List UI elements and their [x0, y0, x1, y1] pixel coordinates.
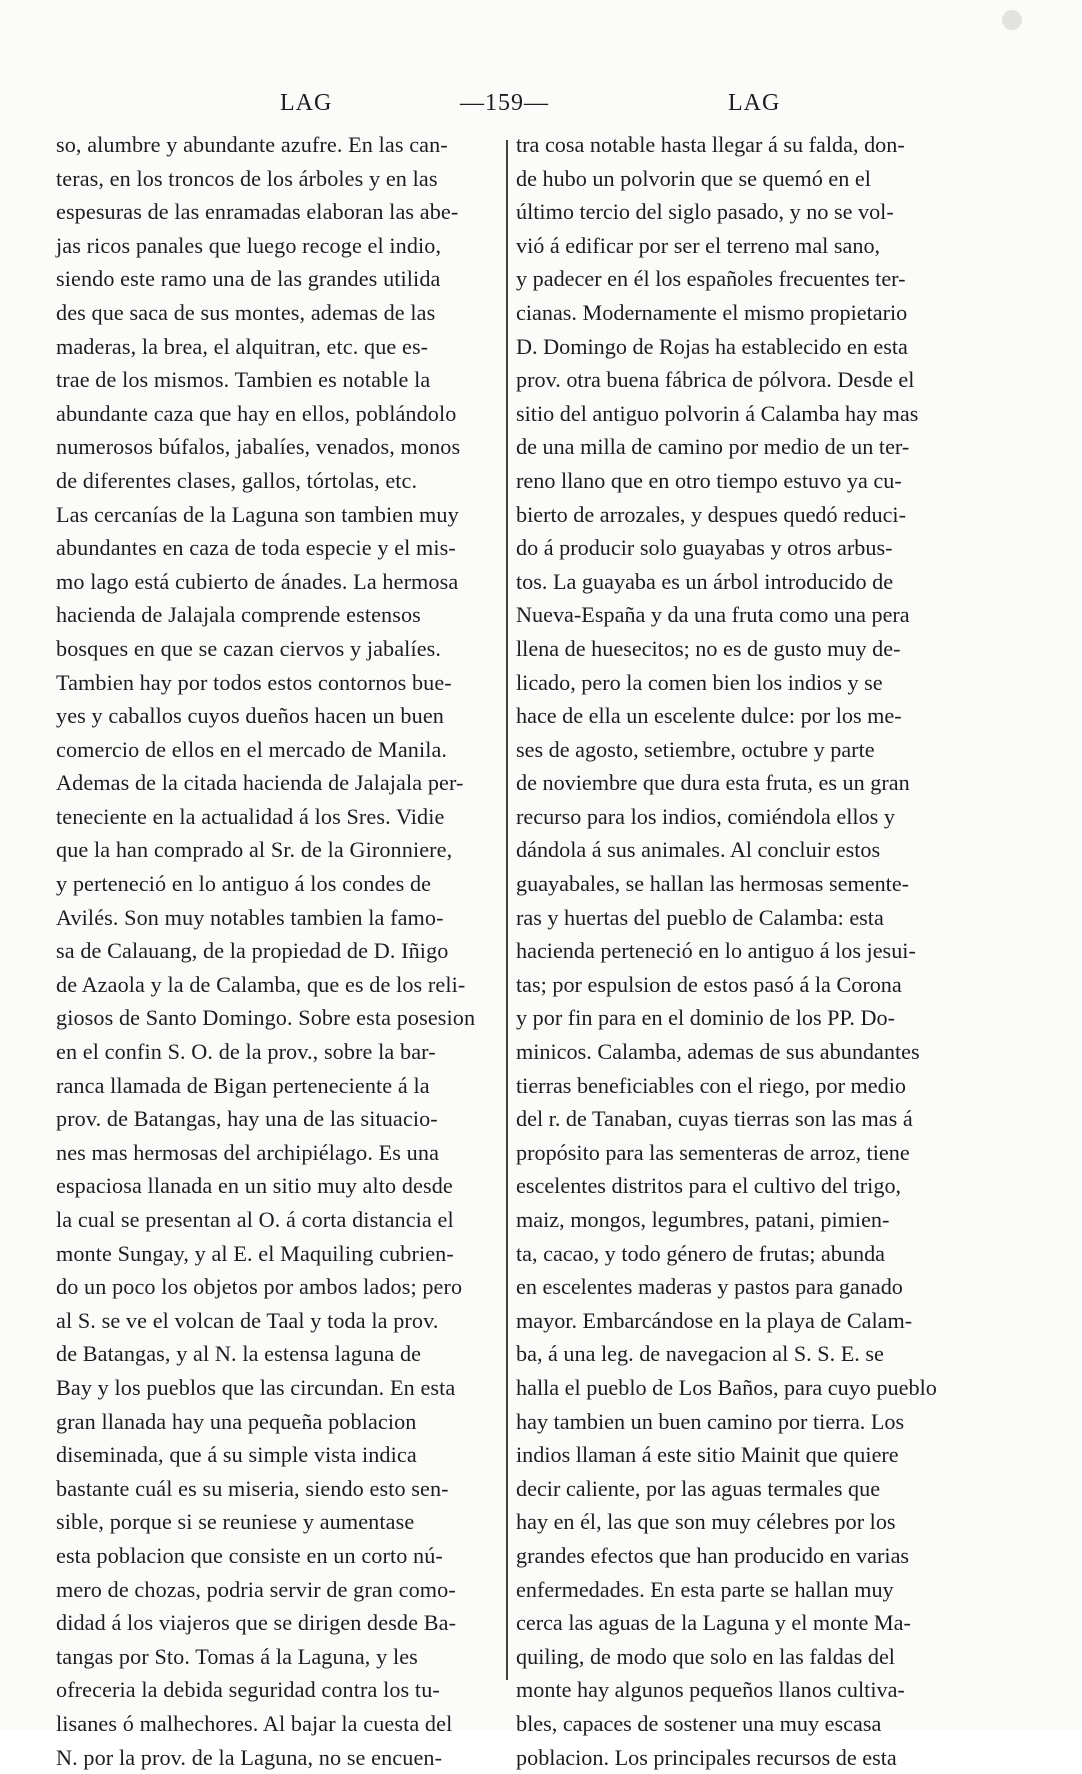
text-line: numerosos búfalos, jabalíes, venados, monos — [56, 430, 501, 464]
text-line: la cual se presentan al O. á corta distancia el — [56, 1203, 501, 1237]
text-line: esta poblacion que consiste en un corto nú- — [56, 1539, 501, 1573]
text-line: do á producir solo guayabas y otros arbus- — [516, 531, 1001, 565]
text-line: abundante caza que hay en ellos, poblándolo — [56, 397, 501, 431]
text-line: poblacion. Los principales recursos de esta — [516, 1741, 1001, 1774]
text-line: do un poco los objetos por ambos lados; pero — [56, 1270, 501, 1304]
text-line: minicos. Calamba, ademas de sus abundantes — [516, 1035, 1001, 1069]
text-line: en el confin S. O. de la prov., sobre la bar- — [56, 1035, 501, 1069]
text-line: teneciente en la actualidad á los Sres. Vidie — [56, 800, 501, 834]
text-line: hacienda perteneció en lo antiguo á los jesui- — [516, 934, 1001, 968]
text-line: grandes efectos que han producido en varias — [516, 1539, 1001, 1573]
text-line: tangas por Sto. Tomas á la Laguna, y les — [56, 1640, 501, 1674]
text-line: de hubo un polvorin que se quemó en el — [516, 162, 1001, 196]
page-smudge — [1002, 10, 1022, 30]
text-line: D. Domingo de Rojas ha establecido en esta — [516, 330, 1001, 364]
text-line: prov. de Batangas, hay una de las situacio- — [56, 1102, 501, 1136]
text-line: monte Sungay, y al E. el Maquiling cubrien- — [56, 1237, 501, 1271]
text-line: de diferentes clases, gallos, tórtolas, etc. — [56, 464, 501, 498]
text-line: al S. se ve el volcan de Taal y toda la prov. — [56, 1304, 501, 1338]
text-line: que la han comprado al Sr. de la Gironniere, — [56, 833, 501, 867]
text-line: espesuras de las enramadas elaboran las abe- — [56, 195, 501, 229]
text-line: yes y caballos cuyos dueños hacen un buen — [56, 699, 501, 733]
text-line: de una milla de camino por medio de un ter- — [516, 430, 1001, 464]
column-divider — [506, 140, 508, 1680]
text-line: propósito para las sementeras de arroz, tiene — [516, 1136, 1001, 1170]
text-line: cerca las aguas de la Laguna y el monte Ma- — [516, 1606, 1001, 1640]
text-line: dándola á sus animales. Al concluir estos — [516, 833, 1001, 867]
text-line: tra cosa notable hasta llegar á su falda, don- — [516, 128, 1001, 162]
right-column — [516, 128, 1001, 1774]
text-line: cianas. Modernamente el mismo propietario — [516, 296, 1001, 330]
text-line: decir caliente, por las aguas termales que — [516, 1472, 1001, 1506]
text-line: espaciosa llanada en un sitio muy alto desde — [56, 1169, 501, 1203]
text-line: Nueva-España y da una fruta como una pera — [516, 598, 1001, 632]
text-line: bles, capaces de sostener una muy escasa — [516, 1707, 1001, 1741]
text-line: mero de chozas, podria servir de gran como- — [56, 1573, 501, 1607]
text-line: ses de agosto, setiembre, octubre y parte — [516, 733, 1001, 767]
text-line: teras, en los troncos de los árboles y en las — [56, 162, 501, 196]
text-line: didad á los viajeros que se dirigen desde Ba- — [56, 1606, 501, 1640]
text-line: ras y huertas del pueblo de Calamba: esta — [516, 901, 1001, 935]
text-line: lisanes ó malhechores. Al bajar la cuesta del — [56, 1707, 501, 1741]
text-line: des que saca de sus montes, ademas de las — [56, 296, 501, 330]
page-number: —159— — [460, 90, 549, 117]
text-line: siendo este ramo una de las grandes utilida — [56, 262, 501, 296]
text-line: Avilés. Son muy notables tambien la famo- — [56, 901, 501, 935]
text-line: bosques en que se cazan ciervos y jabalíes. — [56, 632, 501, 666]
text-line: Ademas de la citada hacienda de Jalajala per- — [56, 766, 501, 800]
text-line: y por fin para en el dominio de los PP. Do- — [516, 1001, 1001, 1035]
text-line: jas ricos panales que luego recoge el indio, — [56, 229, 501, 263]
text-line: giosos de Santo Domingo. Sobre esta posesion — [56, 1001, 501, 1035]
text-line: último tercio del siglo pasado, y no se vol- — [516, 195, 1001, 229]
text-line: monte hay algunos pequeños llanos cultiva- — [516, 1673, 1001, 1707]
text-line: quiling, de modo que solo en las faldas del — [516, 1640, 1001, 1674]
text-line: tos. La guayaba es un árbol introducido de — [516, 565, 1001, 599]
text-line: guayabales, se hallan las hermosas semente- — [516, 867, 1001, 901]
text-line: gran llanada hay una pequeña poblacion — [56, 1405, 501, 1439]
text-line: sible, porque si se reuniese y aumentase — [56, 1505, 501, 1539]
text-line: tierras beneficiables con el riego, por medio — [516, 1069, 1001, 1103]
text-line: indios llaman á este sitio Mainit que quiere — [516, 1438, 1001, 1472]
text-line: ofreceria la debida seguridad contra los tu- — [56, 1673, 501, 1707]
text-line: N. por la prov. de la Laguna, no se encuen- — [56, 1741, 501, 1774]
text-line: Las cercanías de la Laguna son tambien muy — [56, 498, 501, 532]
text-line: enfermedades. En esta parte se hallan muy — [516, 1573, 1001, 1607]
text-line: so, alumbre y abundante azufre. En las can- — [56, 128, 501, 162]
text-line: maderas, la brea, el alquitran, etc. que es- — [56, 330, 501, 364]
text-line: maiz, mongos, legumbres, patani, pimien- — [516, 1203, 1001, 1237]
text-line: mo lago está cubierto de ánades. La hermosa — [56, 565, 501, 599]
text-line: recurso para los indios, comiéndola ellos y — [516, 800, 1001, 834]
text-line: hacienda de Jalajala comprende estensos — [56, 598, 501, 632]
text-line: hace de ella un escelente dulce: por los me- — [516, 699, 1001, 733]
text-line: abundantes en caza de toda especie y el mis- — [56, 531, 501, 565]
text-line: y perteneció en lo antiguo á los condes de — [56, 867, 501, 901]
text-line: sa de Calauang, de la propiedad de D. Iñigo — [56, 934, 501, 968]
text-line: llena de huesecitos; no es de gusto muy de- — [516, 632, 1001, 666]
text-line: comercio de ellos en el mercado de Manila. — [56, 733, 501, 767]
text-line: bierto de arrozales, y despues quedó reduci- — [516, 498, 1001, 532]
text-line: mayor. Embarcándose en la playa de Calam- — [516, 1304, 1001, 1338]
running-header — [40, 82, 1040, 122]
text-line: sitio del antiguo polvorin á Calamba hay mas — [516, 397, 1001, 431]
text-line: del r. de Tanaban, cuyas tierras son las mas á — [516, 1102, 1001, 1136]
text-line: diseminada, que á su simple vista indica — [56, 1438, 501, 1472]
text-line: tas; por espulsion de estos pasó á la Corona — [516, 968, 1001, 1002]
text-line: licado, pero la comen bien los indios y se — [516, 666, 1001, 700]
text-line: de noviembre que dura esta fruta, es un gran — [516, 766, 1001, 800]
text-line: prov. otra buena fábrica de pólvora. Desde el — [516, 363, 1001, 397]
text-line: halla el pueblo de Los Baños, para cuyo pueblo — [516, 1371, 1001, 1405]
header-right-word: LAG — [728, 90, 780, 117]
text-line: de Batangas, y al N. la estensa laguna de — [56, 1337, 501, 1371]
text-line: trae de los mismos. Tambien es notable la — [56, 363, 501, 397]
text-line: ba, á una leg. de navegacion al S. S. E. se — [516, 1337, 1001, 1371]
text-line: hay en él, las que son muy célebres por los — [516, 1505, 1001, 1539]
text-line: ta, cacao, y todo género de frutas; abunda — [516, 1237, 1001, 1271]
text-line: ranca llamada de Bigan perteneciente á la — [56, 1069, 501, 1103]
text-line: de Azaola y la de Calamba, que es de los reli- — [56, 968, 501, 1002]
text-line: escelentes distritos para el cultivo del trigo, — [516, 1169, 1001, 1203]
text-line: bastante cuál es su miseria, siendo esto sen- — [56, 1472, 501, 1506]
text-line: vió á edificar por ser el terreno mal sano, — [516, 229, 1001, 263]
text-line: Tambien hay por todos estos contornos bue- — [56, 666, 501, 700]
left-column — [56, 128, 501, 1774]
text-line: en escelentes maderas y pastos para ganado — [516, 1270, 1001, 1304]
header-left-word: LAG — [280, 90, 332, 117]
text-line: Bay y los pueblos que las circundan. En esta — [56, 1371, 501, 1405]
text-line: nes mas hermosas del archipiélago. Es una — [56, 1136, 501, 1170]
text-line: y padecer en él los españoles frecuentes ter- — [516, 262, 1001, 296]
text-line: hay tambien un buen camino por tierra. Los — [516, 1405, 1001, 1439]
text-line: reno llano que en otro tiempo estuvo ya cu- — [516, 464, 1001, 498]
